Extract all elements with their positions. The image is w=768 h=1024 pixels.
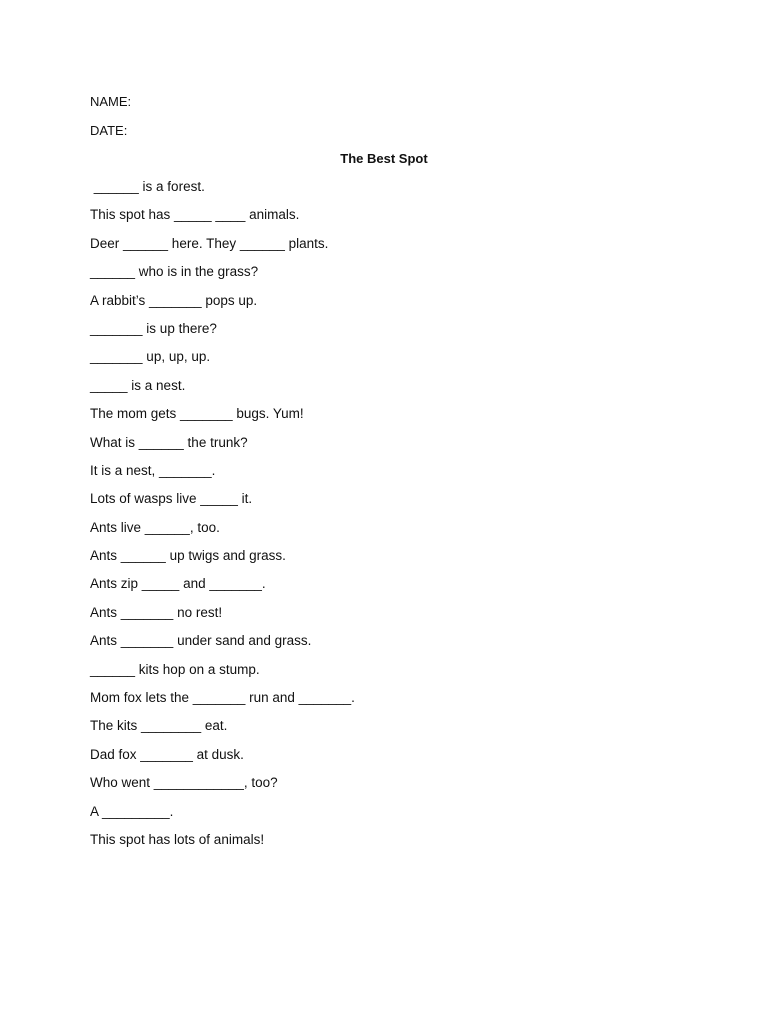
sentence-line: A rabbit’s _______ pops up.	[90, 292, 258, 308]
sentence-line: ______ kits hop on a stump.	[90, 661, 260, 677]
sentence-line: Lots of wasps live _____ it.	[90, 491, 253, 507]
sentence-line: It is a nest, _______.	[90, 462, 216, 478]
sentence-line: Dad fox _______ at dusk.	[90, 746, 244, 762]
sentence-line: This spot has _____ ____ animals.	[90, 207, 300, 223]
sentence-line: Mom fox lets the _______ run and _______.	[90, 690, 355, 706]
sentence-line: This spot has lots of animals!	[90, 831, 265, 847]
sentence-line: The kits ________ eat.	[90, 718, 228, 734]
sentence-line: The mom gets _______ bugs. Yum!	[90, 406, 304, 422]
sentence-line: Ants live ______, too.	[90, 519, 220, 535]
sentence-line: Who went ____________, too?	[90, 775, 278, 791]
sentence-line: _______ up, up, up.	[90, 349, 211, 365]
sentence-line: Ants _______ under sand and grass.	[90, 633, 312, 649]
sentence-line: _______ is up there?	[90, 320, 217, 336]
worksheet-title: The Best Spot	[340, 151, 428, 166]
sentence-line: _____ is a nest.	[90, 377, 186, 393]
sentence-list	[90, 179, 690, 860]
sentence-line: What is ______ the trunk?	[90, 434, 248, 450]
sentence-line: A _________.	[90, 803, 174, 819]
sentence-line: Ants zip _____ and _______.	[90, 576, 266, 592]
name-label: NAME:	[90, 94, 132, 109]
sentence-line: Ants _______ no rest!	[90, 604, 223, 620]
sentence-line: Deer ______ here. They ______ plants.	[90, 235, 329, 251]
sentence-line: ______ is a forest.	[90, 179, 205, 194]
date-label: DATE:	[90, 123, 128, 138]
sentence-line: Ants ______ up twigs and grass.	[90, 548, 286, 564]
sentence-line: ______ who is in the grass?	[90, 264, 259, 280]
